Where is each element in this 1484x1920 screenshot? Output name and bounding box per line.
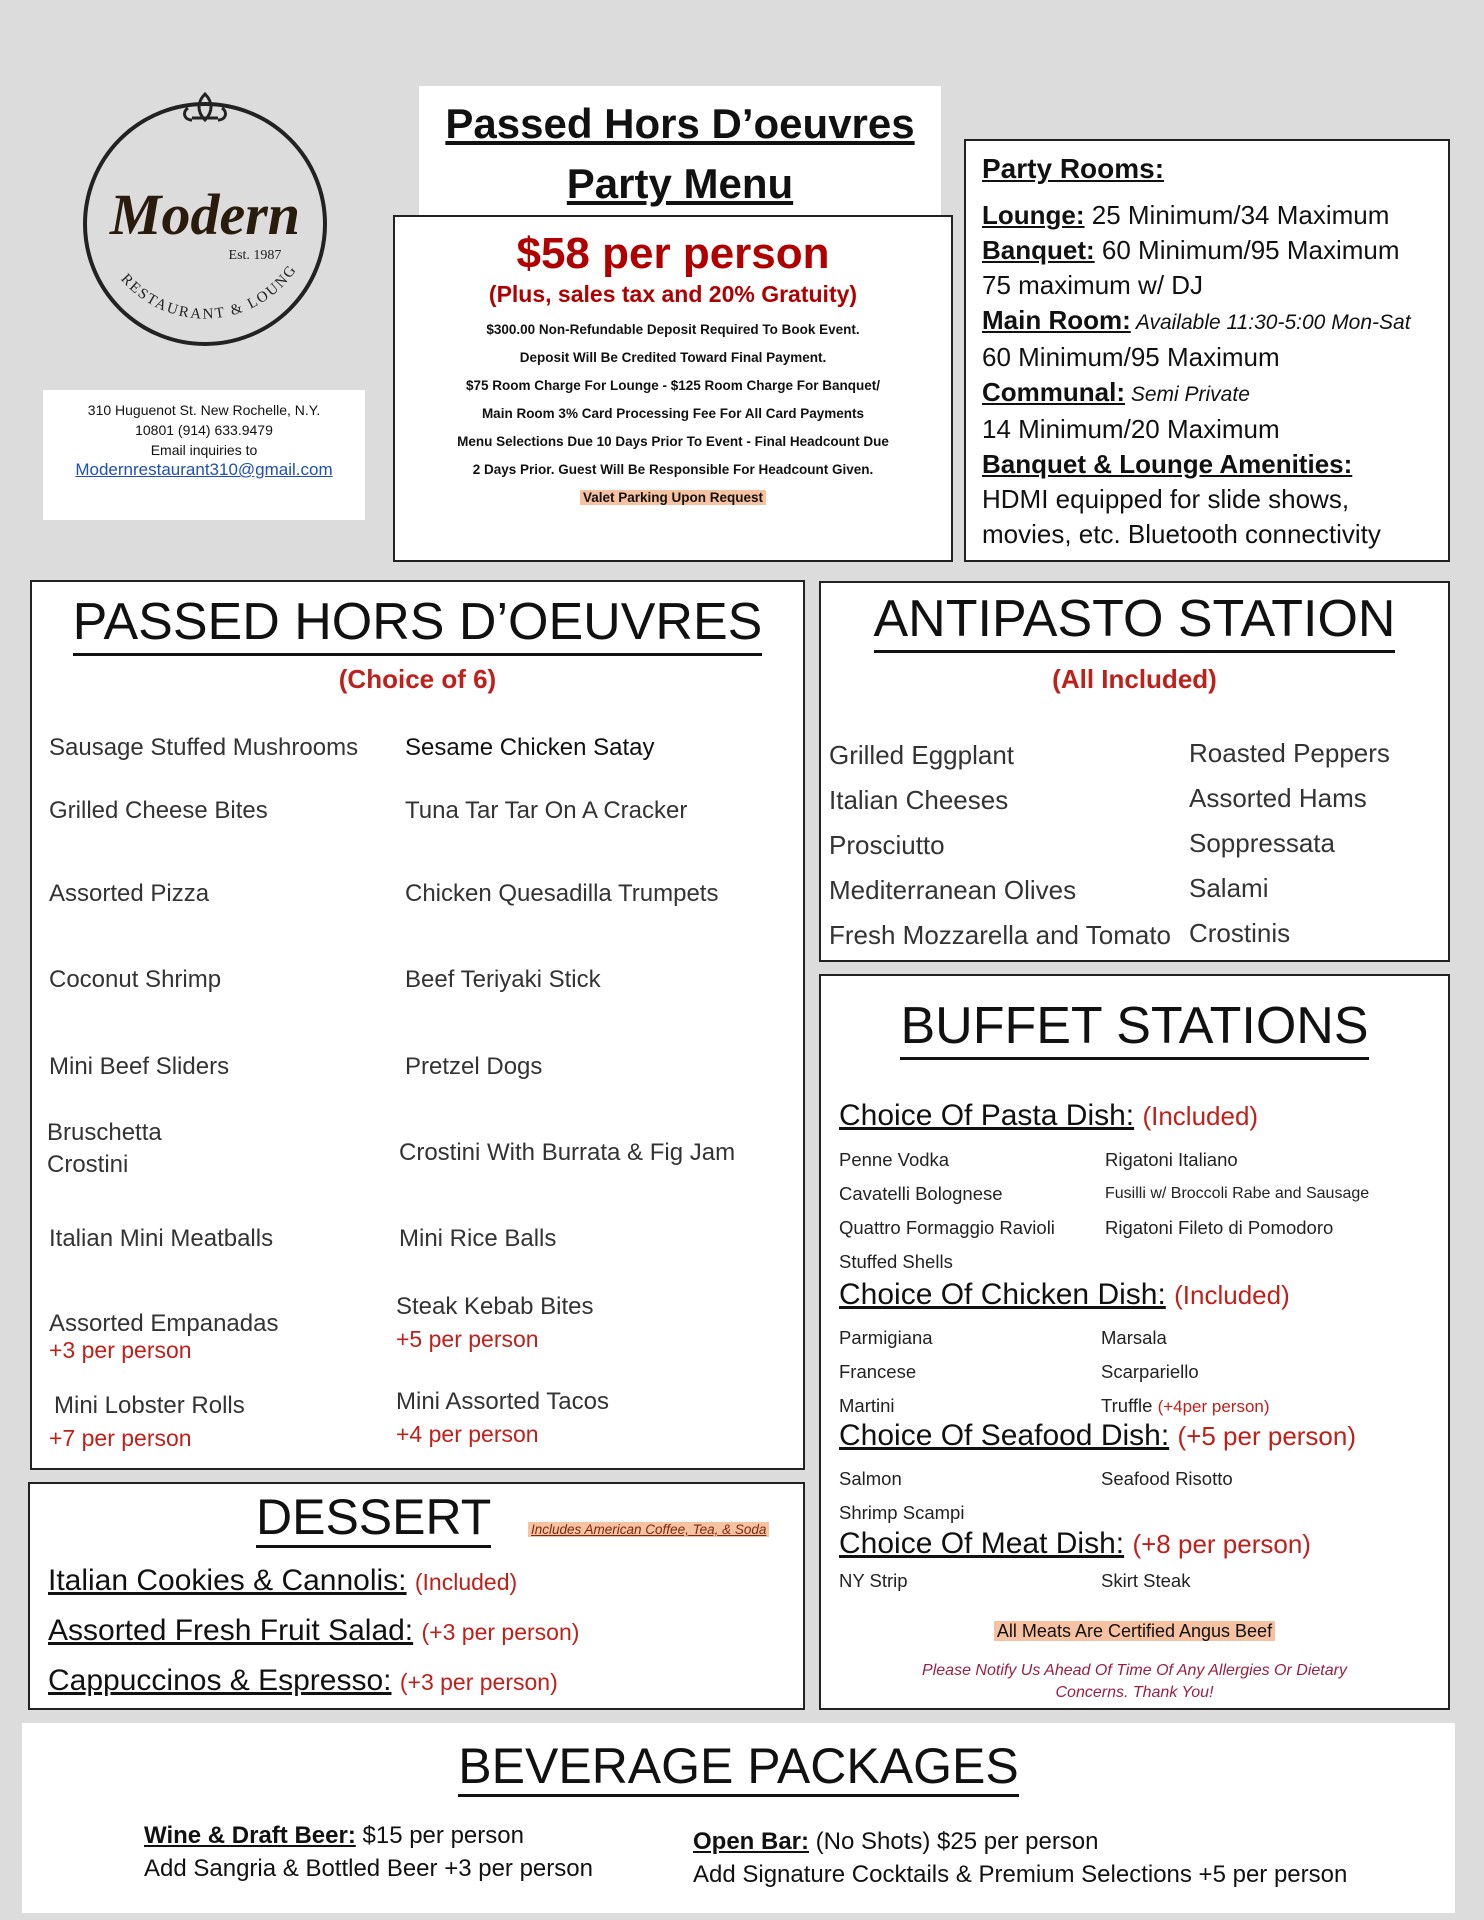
antipasto-item: Italian Cheeses xyxy=(829,785,1009,815)
menu-item xyxy=(49,1308,278,1366)
lounge-label: Lounge: xyxy=(982,200,1085,230)
dessert-item xyxy=(48,1564,517,1598)
open-bar-package xyxy=(693,1825,1347,1891)
svg-text:Modern: Modern xyxy=(109,182,301,247)
allergy-note: Please Notify Us Ahead Of Time Of Any Allergies Or Dietary xyxy=(922,1662,1347,1679)
pasta-item: Penne Vodka xyxy=(839,1149,950,1170)
pasta-item: Rigatoni Italiano xyxy=(1105,1149,1238,1170)
menu-item xyxy=(49,1390,245,1454)
angus-note: All Meats Are Certified Angus Beef xyxy=(994,1621,1275,1641)
pasta-heading xyxy=(839,1099,1258,1133)
pasta-item: Fusilli w/ Broccoli Rabe and Sausage xyxy=(1105,1185,1370,1202)
email-link[interactable]: Modernrestaurant310@gmail.com xyxy=(75,460,333,479)
buffet-panel xyxy=(819,974,1450,1710)
menu-item: Grilled Cheese Bites xyxy=(49,797,268,824)
amenities-label: Banquet & Lounge Amenities: xyxy=(982,449,1353,479)
seafood-heading xyxy=(839,1419,1356,1453)
meat-item: Skirt Steak xyxy=(1101,1570,1191,1591)
menu-item: Sesame Chicken Satay xyxy=(405,734,655,761)
pasta-item: Quattro Formaggio Ravioli xyxy=(839,1217,1055,1238)
amenities-line: HDMI equipped for slide shows, xyxy=(982,484,1350,514)
chicken-note: (Included) xyxy=(1174,1280,1290,1310)
lounge-capacity: 25 Minimum/34 Maximum xyxy=(1084,200,1390,230)
menu-item-name: Mini Lobster Rolls xyxy=(54,1392,245,1419)
antipasto-title: ANTIPASTO STATION xyxy=(874,590,1396,653)
open-bar-label: Open Bar: xyxy=(693,1828,810,1855)
upcharge: +5 per person xyxy=(396,1326,539,1352)
meat-item: NY Strip xyxy=(839,1570,908,1591)
seafood-item: Salmon xyxy=(839,1468,902,1489)
chicken-item: Scarpariello xyxy=(1101,1361,1199,1382)
dessert-label: Italian Cookies & Cannolis: xyxy=(48,1564,407,1597)
pasta-item: Stuffed Shells xyxy=(839,1251,953,1272)
menu-item xyxy=(47,1117,162,1181)
hors-doeuvres-panel xyxy=(30,580,805,1470)
main-room-hours: Available 11:30-5:00 Mon-Sat xyxy=(1130,311,1411,334)
menu-item: Mini Beef Sliders xyxy=(49,1053,230,1080)
upcharge: +7 per person xyxy=(49,1425,192,1451)
seafood-item: Seafood Risotto xyxy=(1101,1468,1233,1489)
menu-item: Italian Mini Meatballs xyxy=(49,1225,274,1252)
terms-list xyxy=(395,316,951,512)
menu-item: Pretzel Dogs xyxy=(405,1053,543,1080)
term-line: Main Room 3% Card Processing Fee For All Card Payments xyxy=(481,406,865,421)
main-room-capacity: 60 Minimum/95 Maximum xyxy=(982,342,1280,372)
menu-item xyxy=(396,1291,593,1355)
antipasto-item: Mediterranean Olives xyxy=(829,875,1077,905)
upcharge: +3 per person xyxy=(49,1337,192,1363)
chicken-item: Truffle xyxy=(1101,1395,1153,1416)
menu-item: Coconut Shrimp xyxy=(49,966,222,993)
antipasto-item: Soppressata xyxy=(1189,828,1335,858)
pricing-panel xyxy=(393,215,953,562)
term-line: 2 Days Prior. Guest Will Be Responsible For Headcount Given. xyxy=(472,462,874,477)
address-line: 310 Huguenot St. New Rochelle, N.Y. xyxy=(87,402,321,418)
banquet-capacity: 60 Minimum/95 Maximum xyxy=(1094,235,1400,265)
dessert-note: (Included) xyxy=(414,1569,518,1595)
wine-label: Wine & Draft Beer: xyxy=(144,1822,356,1849)
menu-item: Crostini With Burrata & Fig Jam xyxy=(399,1139,736,1166)
chicken-item: Martini xyxy=(839,1395,895,1416)
antipasto-subtitle: (All Included) xyxy=(1052,664,1217,694)
menu-item: Mini Rice Balls xyxy=(399,1225,557,1252)
dessert-label: Assorted Fresh Fruit Salad: xyxy=(48,1614,414,1647)
dessert-note: (+3 per person) xyxy=(421,1619,580,1645)
chicken-label: Choice Of Chicken Dish: xyxy=(839,1278,1166,1311)
communal-capacity: 14 Minimum/20 Maximum xyxy=(982,414,1280,444)
meat-label: Choice Of Meat Dish: xyxy=(839,1527,1125,1560)
upcharge: +4 per person xyxy=(396,1421,539,1447)
valet-note: Valet Parking Upon Request xyxy=(580,490,766,505)
banquet-label: Banquet: xyxy=(982,235,1095,265)
chicken-item: Parmigiana xyxy=(839,1327,933,1348)
open-bar-addon: Add Signature Cocktails & Premium Selections +5 per person xyxy=(693,1861,1348,1888)
menu-item-line: Crostini xyxy=(47,1151,129,1178)
amenities-line: movies, etc. Bluetooth connectivity xyxy=(982,519,1381,549)
wine-beer-package xyxy=(144,1819,593,1885)
term-line: Deposit Will Be Credited Toward Final Payment. xyxy=(519,350,827,365)
seafood-item: Shrimp Scampi xyxy=(839,1502,965,1523)
wine-price: $15 per person xyxy=(355,1822,524,1849)
communal-label: Communal: xyxy=(982,377,1125,407)
party-rooms-panel xyxy=(964,139,1450,562)
menu-item-name: Assorted Empanadas xyxy=(49,1310,279,1337)
pasta-item: Rigatoni Fileto di Pomodoro xyxy=(1105,1217,1334,1238)
menu-item-name: Steak Kebab Bites xyxy=(396,1293,594,1320)
dessert-panel xyxy=(28,1482,805,1710)
banquet-dj: 75 maximum w/ DJ xyxy=(982,270,1204,300)
dessert-item xyxy=(48,1614,579,1648)
menu-item: Sausage Stuffed Mushrooms xyxy=(49,734,359,761)
email-label: Email inquiries to xyxy=(150,442,258,458)
term-line: Menu Selections Due 10 Days Prior To Event - Final Headcount Due xyxy=(457,434,889,449)
svg-text:Est. 1987: Est. 1987 xyxy=(228,248,282,263)
antipasto-item: Salami xyxy=(1189,873,1269,903)
main-room-label: Main Room: xyxy=(982,305,1131,335)
seafood-label: Choice Of Seafood Dish: xyxy=(839,1419,1170,1452)
dessert-label: Cappuccinos & Espresso: xyxy=(48,1664,392,1697)
antipasto-item: Grilled Eggplant xyxy=(829,740,1014,770)
menu-item: Beef Teriyaki Stick xyxy=(405,966,601,993)
menu-item-line: Bruschetta xyxy=(47,1119,162,1146)
dessert-title: DESSERT xyxy=(256,1489,491,1548)
beverage-panel xyxy=(22,1723,1455,1913)
chicken-item: Marsala xyxy=(1101,1327,1167,1348)
pasta-note: (Included) xyxy=(1142,1101,1259,1131)
antipasto-item: Roasted Peppers xyxy=(1189,738,1390,768)
price-subtext: (Plus, sales tax and 20% Gratuity) xyxy=(488,281,858,307)
dessert-note: (+3 per person) xyxy=(399,1669,558,1695)
allergy-note: Concerns. Thank You! xyxy=(1055,1684,1214,1701)
hors-subtitle: (Choice of 6) xyxy=(338,664,497,694)
zip-phone-line: 10801 (914) 633.9479 xyxy=(135,422,273,438)
truffle-upcharge: (+4per person) xyxy=(1157,1397,1270,1416)
chicken-item: Francese xyxy=(839,1361,917,1382)
antipasto-item: Prosciutto xyxy=(829,830,945,860)
beverage-title: BEVERAGE PACKAGES xyxy=(458,1738,1018,1797)
antipasto-item: Crostinis xyxy=(1189,918,1291,948)
menu-item-name: Mini Assorted Tacos xyxy=(396,1388,609,1415)
menu-item: Chicken Quesadilla Trumpets xyxy=(405,880,719,907)
menu-item xyxy=(396,1386,609,1450)
communal-note: Semi Private xyxy=(1125,383,1250,406)
menu-item: Tuna Tar Tar On A Cracker xyxy=(405,797,688,824)
dessert-beverage-note: Includes American Coffee, Tea, & Soda xyxy=(528,1522,769,1537)
price-per-person: $58 per person xyxy=(516,229,830,278)
hors-title: PASSED HORS D’OEUVRES xyxy=(73,593,763,656)
open-bar-price: (No Shots) $25 per person xyxy=(809,1828,1099,1855)
antipasto-item: Assorted Hams xyxy=(1189,783,1367,813)
menu-item: Assorted Pizza xyxy=(49,880,210,907)
restaurant-logo xyxy=(70,84,340,354)
menu-title xyxy=(419,86,941,216)
antipasto-item: Fresh Mozzarella and Tomato xyxy=(829,920,1172,950)
pasta-item: Cavatelli Bolognese xyxy=(839,1183,1003,1204)
party-rooms-heading: Party Rooms: xyxy=(982,153,1165,184)
term-line: $300.00 Non-Refundable Deposit Required To Book Event. xyxy=(486,322,860,337)
svg-text:RESTAURANT & LOUNGE: RESTAURANT & LOUNG xyxy=(117,261,301,323)
meat-note: (+8 per person) xyxy=(1132,1529,1311,1559)
chicken-heading xyxy=(839,1278,1290,1312)
contact-card xyxy=(43,390,365,520)
wine-addon: Add Sangria & Bottled Beer +3 per person xyxy=(144,1855,593,1882)
pasta-label: Choice Of Pasta Dish: xyxy=(839,1099,1135,1132)
seafood-note: (+5 per person) xyxy=(1177,1421,1357,1451)
dessert-item xyxy=(48,1664,558,1698)
buffet-title: BUFFET STATIONS xyxy=(900,997,1368,1060)
meat-heading xyxy=(839,1527,1311,1561)
antipasto-panel xyxy=(819,581,1450,962)
term-line: $75 Room Charge For Lounge - $125 Room Charge For Banquet/ xyxy=(465,378,881,393)
title-line-2: Party Menu xyxy=(566,160,794,207)
title-line-1: Passed Hors D’oeuvres xyxy=(445,100,915,147)
